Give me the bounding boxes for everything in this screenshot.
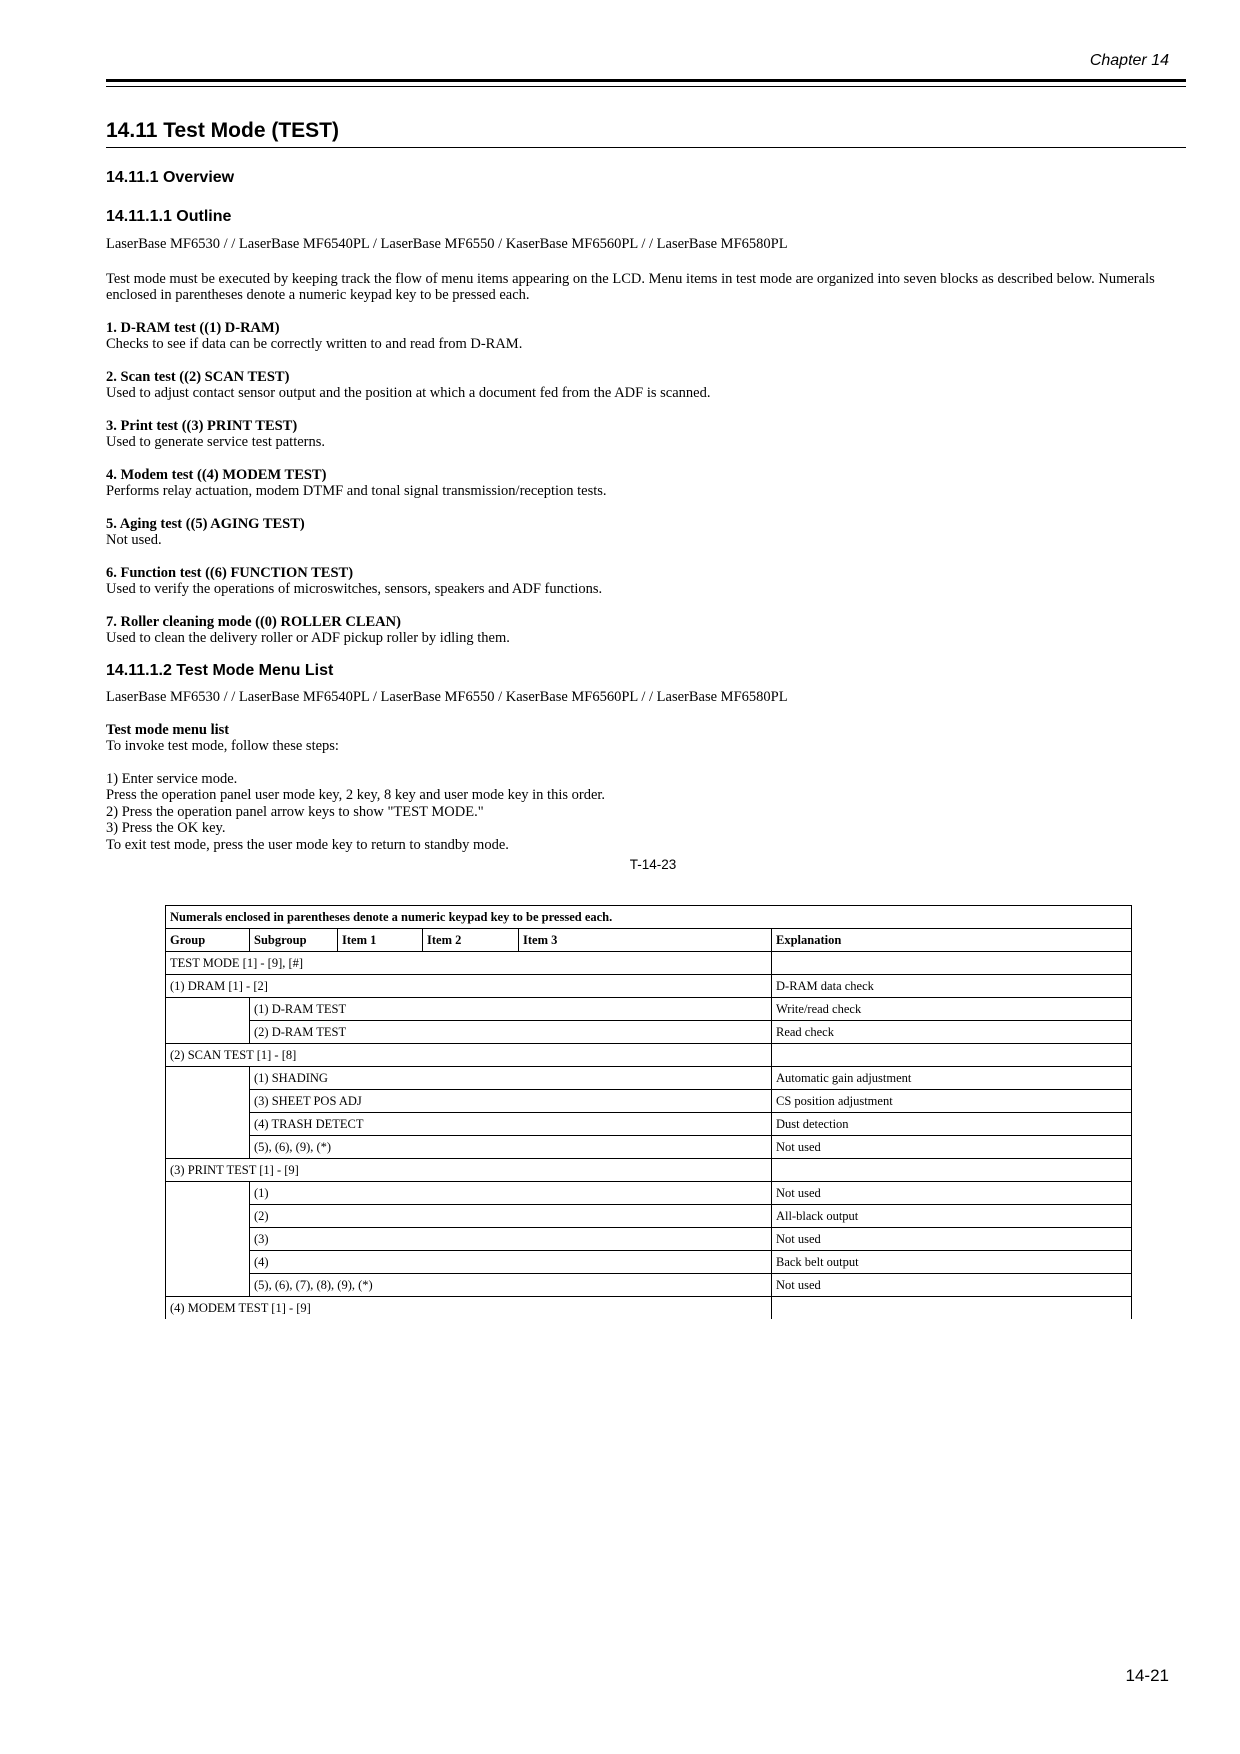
menu-list-steps [106,771,1186,854]
block-title: 4. Modem test ((4) MODEM TEST) [106,466,327,483]
block-desc: Used to generate service test patterns. [106,434,326,451]
block-desc: Used to clean the delivery roller or ADF pickup roller by idling them. [106,630,510,647]
group-cell: (1) DRAM [1] - [2] [166,975,772,998]
table-row [166,1228,1132,1251]
table-row [166,1044,1132,1067]
subgroup-cell: (5), (6), (7), (8), (9), (*) [250,1274,772,1297]
table-row [166,998,1132,1021]
subgroup-cell: (1) D-RAM TEST [250,998,772,1021]
group-cell: (4) MODEM TEST [1] - [9] [166,1297,772,1320]
block-title: 1. D-RAM test ((1) D-RAM) [106,319,280,336]
block-print [106,418,1186,451]
explanation-cell: Back belt output [772,1251,1132,1274]
block-desc: Performs relay actuation, modem DTMF and tonal signal transmission/reception tests. [106,483,607,500]
table-row [166,1182,1132,1205]
table-row [166,1159,1132,1182]
block-desc: Used to adjust contact sensor output and the position at which a document fed from the ADF is scanned. [106,385,711,402]
explanation-cell [772,1297,1132,1320]
subgroup-cell: (2) D-RAM TEST [250,1021,772,1044]
outline-intro: Test mode must be executed by keeping track the flow of menu items appearing on the LCD. Menu items in test mode are organized into seven blocks as described below. Numerals enclosed in parentheses denote a numeric keypad key to be pressed each. [106,270,1155,304]
table-row [166,952,1132,975]
subgroup-cell: (4) [250,1251,772,1274]
table-note-row [166,906,1132,929]
explanation-cell [772,1044,1132,1067]
table-header-row [166,929,1132,952]
explanation-cell: Write/read check [772,998,1132,1021]
block-title: 3. Print test ((3) PRINT TEST) [106,417,298,434]
group-cell: TEST MODE [1] - [9], [#] [166,952,772,975]
explanation-cell [772,952,1132,975]
menu-list-models: LaserBase MF6530 / / LaserBase MF6540PL / LaserBase MF6550 / KaserBase MF6560PL / / LaserBase MF6580PL [106,688,788,705]
explanation-cell: D-RAM data check [772,975,1132,998]
subgroup-cell: (5), (6), (9), (*) [250,1136,772,1159]
menu-list-subtitle: Test mode menu list [106,721,230,738]
block-title: 5. Aging test ((5) AGING TEST) [106,515,305,532]
group-spacer-cell [166,998,250,1044]
menu-list-heading: 14.11.1.2 Test Mode Menu List [106,661,334,679]
block-scan [106,369,1186,402]
block-desc: Not used. [106,532,162,549]
menu-list-intro [106,722,1186,755]
block-desc: Checks to see if data can be correctly written to and read from D-RAM. [106,336,523,353]
block-dram [106,320,1186,353]
section-title: 14.11 Test Mode (TEST) [106,118,1186,148]
table-row [166,1021,1132,1044]
table-note: Numerals enclosed in parentheses denote a numeric keypad key to be pressed each. [166,906,1132,929]
subgroup-cell: (3) [250,1228,772,1251]
block-desc: Used to verify the operations of microswitches, sensors, speakers and ADF functions. [106,581,603,598]
document-page [106,0,1186,1754]
table-row [166,1067,1132,1090]
col-header-group: Group [166,929,250,952]
table-caption: T-14-23 [629,857,677,873]
explanation-cell: All-black output [772,1205,1132,1228]
step-line: To exit test mode, press the user mode key to return to standby mode. [106,836,509,853]
header-rule-thick [106,79,1186,82]
table-row [166,975,1132,998]
table-row [166,1251,1132,1274]
step-line: 3) Press the OK key. [106,820,226,837]
table-row [166,1090,1132,1113]
block-function [106,565,1186,598]
page-content [106,118,1186,872]
explanation-cell: Not used [772,1274,1132,1297]
block-roller [106,614,1186,647]
subgroup-cell: (1) SHADING [250,1067,772,1090]
explanation-cell: Read check [772,1021,1132,1044]
col-header-item2: Item 2 [423,929,519,952]
group-spacer-cell [166,1182,250,1297]
explanation-cell: CS position adjustment [772,1090,1132,1113]
step-line: 1) Enter service mode. [106,770,238,787]
table-row [166,1205,1132,1228]
menu-list-subintro: To invoke test mode, follow these steps: [106,738,339,755]
outline-heading: 14.11.1.1 Outline [106,208,232,226]
subgroup-cell: (4) TRASH DETECT [250,1113,772,1136]
col-header-item3: Item 3 [519,929,772,952]
col-header-subgroup: Subgroup [250,929,338,952]
table-row [166,1136,1132,1159]
subgroup-cell: (3) SHEET POS ADJ [250,1090,772,1113]
test-mode-menu-table [165,905,1132,1319]
block-title: 2. Scan test ((2) SCAN TEST) [106,368,290,385]
group-cell: (2) SCAN TEST [1] - [8] [166,1044,772,1067]
table-row [166,1297,1132,1320]
block-title: 6. Function test ((6) FUNCTION TEST) [106,564,354,581]
explanation-cell: Not used [772,1182,1132,1205]
explanation-cell: Not used [772,1136,1132,1159]
chapter-label: Chapter 14 [1089,52,1169,69]
explanation-cell: Not used [772,1228,1132,1251]
block-title: 7. Roller cleaning mode ((0) ROLLER CLEAN) [106,613,401,630]
outline-models: LaserBase MF6530 / / LaserBase MF6540PL / LaserBase MF6550 / KaserBase MF6560PL / / LaserBase MF6580PL [106,235,788,252]
group-cell: (3) PRINT TEST [1] - [9] [166,1159,772,1182]
explanation-cell: Dust detection [772,1113,1132,1136]
col-header-item1: Item 1 [338,929,423,952]
group-spacer-cell [166,1067,250,1159]
table-row [166,1113,1132,1136]
explanation-cell: Automatic gain adjustment [772,1067,1132,1090]
overview-heading: 14.11.1 Overview [106,169,235,187]
explanation-cell [772,1159,1132,1182]
col-header-explanation: Explanation [772,929,1132,952]
block-aging [106,516,1186,549]
page-number: 14-21 [1125,1666,1169,1685]
header-rule-thin [106,86,1186,87]
step-line: 2) Press the operation panel arrow keys to show "TEST MODE." [106,803,484,820]
subgroup-cell: (2) [250,1205,772,1228]
block-modem [106,467,1186,500]
table-row [166,1274,1132,1297]
step-line: Press the operation panel user mode key, 2 key, 8 key and user mode key in this order. [106,787,606,804]
subgroup-cell: (1) [250,1182,772,1205]
